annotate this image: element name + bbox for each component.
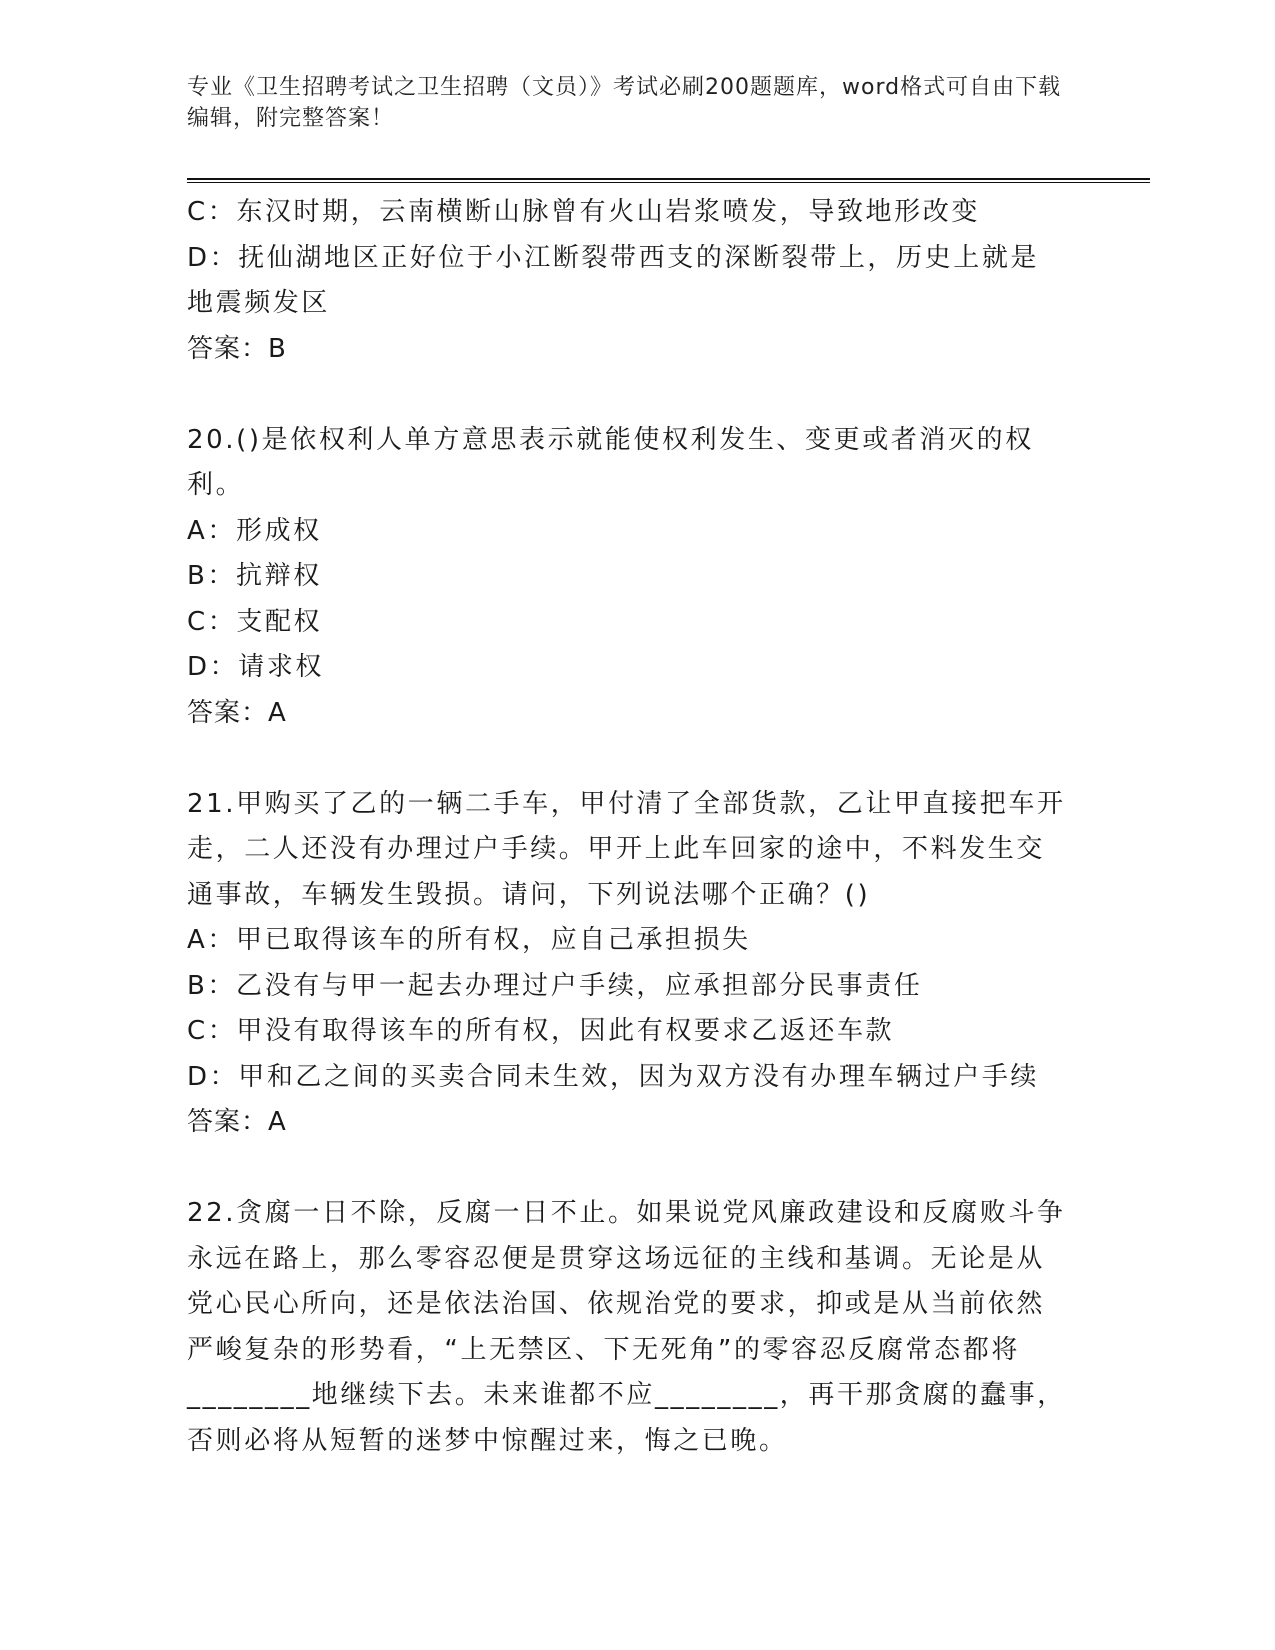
option-c: C：支配权 <box>187 606 323 637</box>
option-a: A：甲已取得该车的所有权，应自己承担损失 <box>187 925 751 955</box>
answer-line: 答案：A <box>187 697 287 728</box>
option-b: B：乙没有与甲一起去办理过户手续，应承担部分民事责任 <box>187 970 923 1001</box>
answer-line: 答案：B <box>187 333 287 364</box>
header-rule <box>187 178 1150 183</box>
option-a: A：形成权 <box>187 515 322 546</box>
option-b: B：抗辩权 <box>187 561 322 591</box>
option-d: D：请求权 <box>187 652 325 682</box>
page-header: 专业《卫生招聘考试之卫生招聘（文员）》考试必刷200题题库，word格式可自由下载编辑，附完整答案！ <box>187 75 1062 131</box>
question-20 <box>187 418 1067 737</box>
spacer <box>187 1146 1067 1192</box>
answer-line: 答案：A <box>187 1107 287 1137</box>
spacer <box>187 736 1067 782</box>
question-22 <box>187 1191 1067 1464</box>
prev-question <box>187 190 1067 372</box>
option-c: C：东汉时期，云南横断山脉曾有火山岩浆喷发，导致地形改变 <box>187 197 980 227</box>
question-stem: 21.甲购买了乙的一辆二手车，甲付清了全部货款，乙让甲直接把车开走，二人还没有办理过户手续。甲开上此车回家的途中，不料发生交通事故，车辆发生毁损。请问，下列说法哪个正确？() <box>187 788 1066 910</box>
question-stem: 22.贪腐一日不除，反腐一日不止。如果说党风廉政建设和反腐败斗争永远在路上，那么零容忍便是贯穿这场远征的主线和基调。无论是从党心民心所向，还是依法治国、依规治党的要求，抑或是从当前依然严峻复杂的形势看，“上无禁区、下无死角”的零容忍反腐常态都将________地继续下去。未来谁都不应________，再干那贪腐的蠢事，否则必将从短暂的迷梦中惊醒过来，悔之已晚。 <box>187 1198 1066 1456</box>
option-d: D：甲和乙之间的买卖合同未生效，因为双方没有办理车辆过户手续 <box>187 1061 1040 1092</box>
question-21 <box>187 782 1067 1146</box>
document-body <box>187 190 1067 1464</box>
spacer <box>187 372 1067 418</box>
question-stem: 20.()是依权利人单方意思表示就能使权利发生、变更或者消灭的权利。 <box>187 424 1034 500</box>
option-c: C：甲没有取得该车的所有权，因此有权要求乙返还车款 <box>187 1016 895 1046</box>
option-d: D：抚仙湖地区正好位于小江断裂带西支的深断裂带上，历史上就是地震频发区 <box>187 242 1040 318</box>
